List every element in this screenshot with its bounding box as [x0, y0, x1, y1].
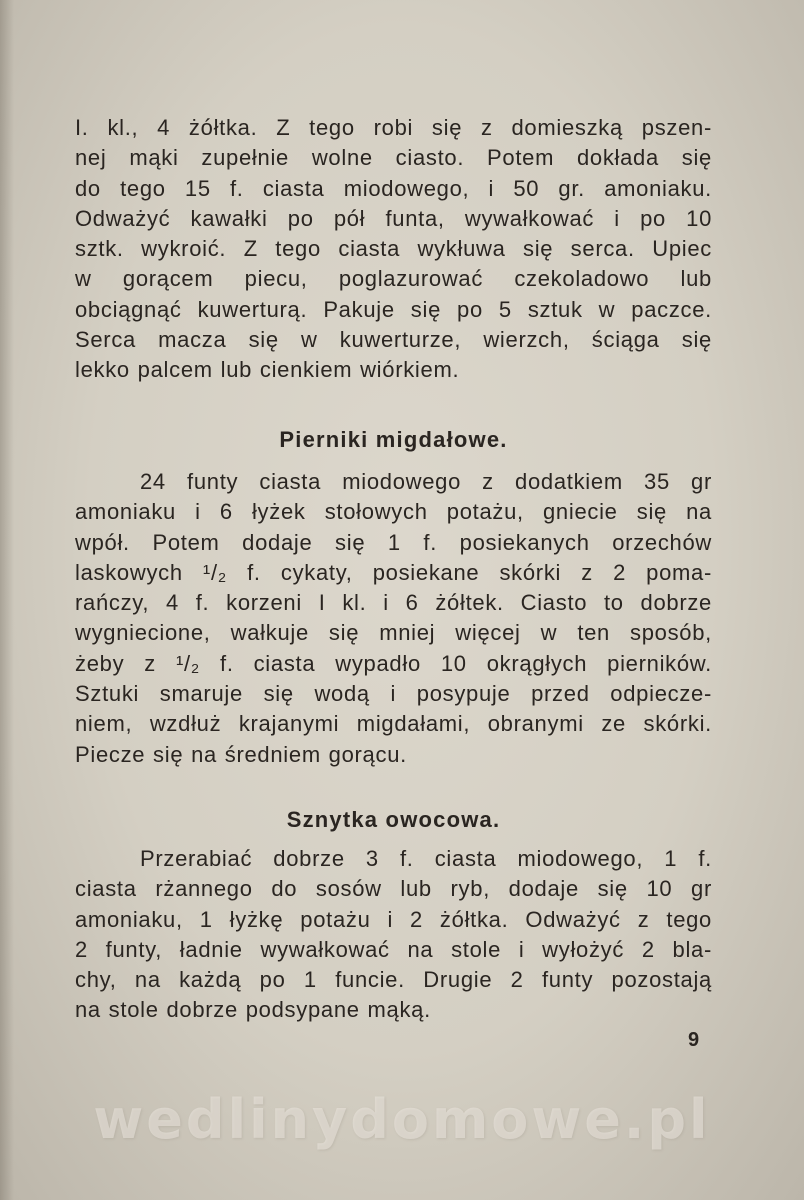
text-line: ciasta rżannego do sosów lub ryb, dodaje się 10 gr [75, 876, 712, 902]
recipe-paragraph [75, 844, 712, 1026]
text-line: w gorącem piecu, poglazurować czekoladowo lub [75, 266, 712, 292]
page-number: 9 [688, 1029, 700, 1051]
text-line: niem, wzdłuż krajanymi migdałami, obranymi ze skórki. [75, 711, 712, 737]
text-line: Odważyć kawałki po pół funta, wywałkować i po 10 [75, 205, 712, 231]
text-line: I. kl., 4 żółtka. Z tego robi się z domieszką pszen- [75, 115, 712, 140]
text-line: amoniaku i 6 łyżek stołowych potażu, gniecie się na [75, 499, 712, 525]
page-edge-shadow [0, 0, 14, 1200]
text-line: na stole dobrze podsypane mąką. [75, 997, 431, 1023]
text-line: rańczy, 4 f. korzeni I kl. i 6 żółtek. Ciasto to dobrze [75, 590, 712, 616]
recipe-heading: Pierniki migdałowe. [279, 427, 508, 452]
text-line: amoniaku, 1 łyżkę potażu i 2 żółtka. Odważyć z tego [75, 906, 712, 932]
text-line: obciągnąć kuwerturą. Pakuje się po 5 sztuk w paczce. [75, 296, 712, 322]
text-line: nej mąki zupełnie wolne ciasto. Potem dokłada się [75, 145, 712, 171]
text-line: Serca macza się w kuwerturze, wierzch, ściąga się [75, 327, 712, 353]
text-line: chy, na każdą po 1 funcie. Drugie 2 funty pozostają [75, 967, 712, 993]
text-line: Sztuki smaruje się wodą i posypuje przed odpiecze- [75, 681, 712, 707]
text-line: 2 funty, ładnie wywałkować na stole i wyłożyć 2 bla- [75, 936, 712, 962]
text-line: Piecze się na średniem gorącu. [75, 741, 407, 767]
text-line: 24 funty ciasta miodowego z dodatkiem 35 gr [140, 469, 712, 494]
text-line: żeby z ¹/₂ f. ciasta wypadło 10 okrągłych pierników. [75, 650, 712, 676]
text-line: laskowych ¹/₂ f. cykaty, posiekane skórki z 2 poma- [75, 559, 712, 585]
text-line: do tego 15 f. ciasta miodowego, i 50 gr. amoniaku. [75, 175, 712, 201]
watermark: wedlinydomowe.pl [93, 1088, 711, 1151]
text-line: wygniecione, wałkuje się mniej więcej w ten sposób, [75, 620, 712, 646]
recipe-paragraph [75, 467, 712, 770]
recipe-heading: Sznytka owocowa. [286, 807, 501, 832]
text-line: Przerabiać dobrze 3 f. ciasta miodowego, 1 f. [140, 846, 712, 871]
recipe-paragraph-continued [75, 113, 712, 386]
text-line: wpół. Potem dodaje się 1 f. posiekanych orzechów [75, 529, 712, 555]
text-line: sztk. wykroić. Z tego ciasta wykłuwa się serca. Upiec [75, 236, 712, 262]
text-line: lekko palcem lub cienkiem wiórkiem. [75, 357, 460, 383]
